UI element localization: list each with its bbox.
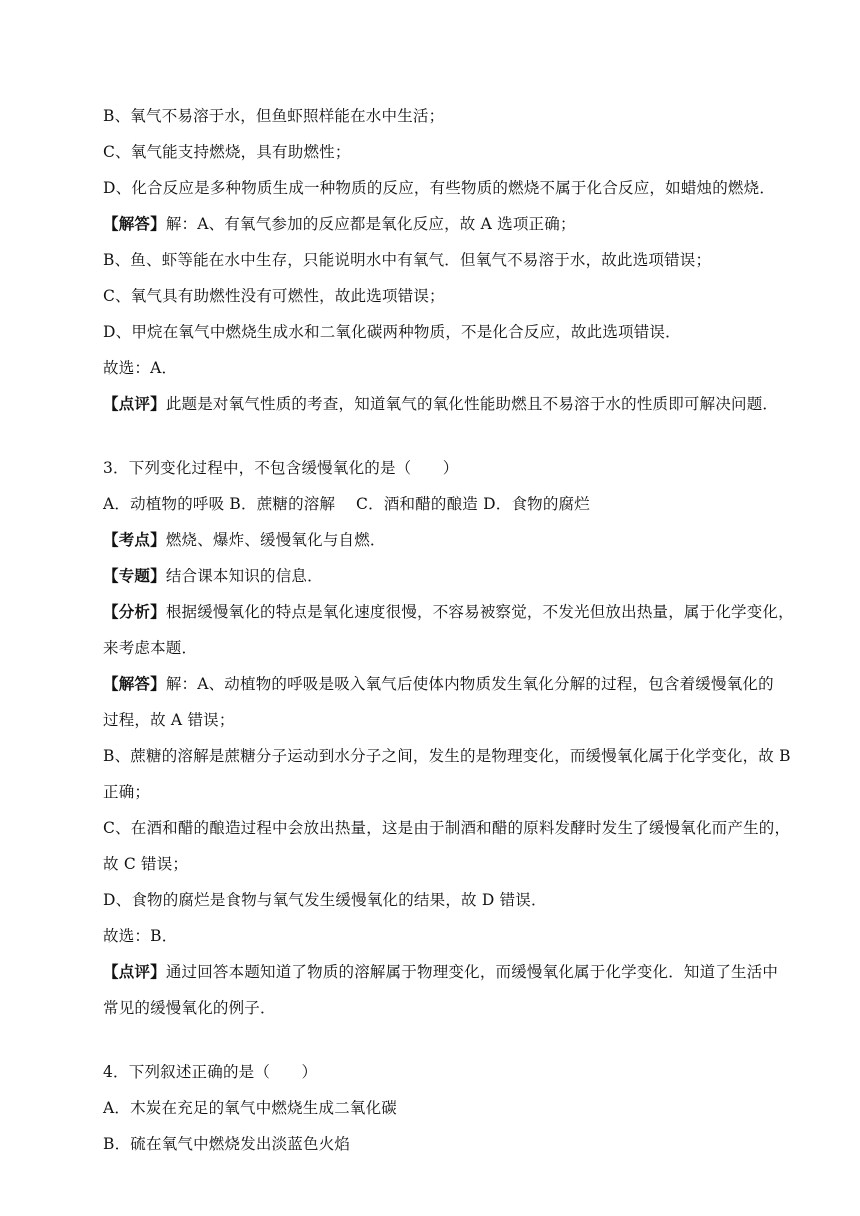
document-page xyxy=(103,106,794,1154)
topic-tag: 【专题】 xyxy=(103,566,166,585)
q3-solution-c-line-2: 故 C 错误； xyxy=(103,855,189,873)
q3-solution-d: D、食物的腐烂是食物与氧气发生缓慢氧化的结果，故 D 错误． xyxy=(103,891,547,909)
q2-solution-b: B、鱼、虾等能在水中生存，只能说明水中有氧气．但氧气不易溶于水，故此选项错误； xyxy=(103,251,712,269)
q4-option-b: B．硫在氧气中燃烧发出淡蓝色火焰 xyxy=(103,1135,351,1153)
comment-text: 通过回答本题知道了物质的溶解属于物理变化，而缓慢氧化属于化学变化．知道了生活中 xyxy=(165,963,779,981)
solution-text: 解：A、动植物的呼吸是吸入氧气后使体内物质发生氧化分解的过程，包含着缓慢氧化的 xyxy=(165,675,774,693)
q2-solution-d: D、甲烷在氧气中燃烧生成水和二氧化碳两种物质，不是化合反应，故此选项错误． xyxy=(103,323,681,341)
q3-topic xyxy=(103,566,768,586)
q2-option-b-analysis: B、氧气不易溶于水，但鱼虾照样能在水中生活； xyxy=(103,107,445,125)
q2-answer: 故选：A． xyxy=(103,359,178,377)
q3-solution-b-line-1: B、蔗糖的溶解是蔗糖分子运动到水分子之间，发生的是物理变化，而缓慢氧化属于化学变化，故 B xyxy=(103,747,791,765)
q3-solution-line-1 xyxy=(103,674,774,694)
q2-option-d-analysis: D、化合反应是多种物质生成一种物质的反应，有些物质的燃烧不属于化合反应，如蜡烛的燃烧． xyxy=(103,179,776,197)
q3-point xyxy=(103,530,768,550)
comment-tag: 【点评】 xyxy=(103,394,166,413)
solution-text: 解：A、有氧气参加的反应都是氧化反应，故 A 选项正确； xyxy=(165,215,576,233)
q4-question: 4．下列叙述正确的是（ ） xyxy=(103,1063,318,1081)
solution-tag: 【解答】 xyxy=(103,214,166,233)
analysis-tag: 【分析】 xyxy=(103,602,166,621)
topic-text: 结合课本知识的信息． xyxy=(165,567,323,585)
q2-comment xyxy=(103,394,779,414)
solution-tag: 【解答】 xyxy=(103,674,166,693)
q3-options: A．动植物的呼吸 B．蔗糖的溶解 C．酒和醋的酿造 D．食物的腐烂 xyxy=(103,495,590,513)
point-tag: 【考点】 xyxy=(103,530,166,549)
q3-analysis-line-1 xyxy=(103,602,794,622)
q3-question: 3．下列变化过程中，不包含缓慢氧化的是（ ） xyxy=(103,459,459,477)
point-text: 燃烧、爆炸、缓慢氧化与自燃． xyxy=(165,531,386,549)
q3-analysis-line-2: 来考虑本题． xyxy=(103,639,198,657)
q2-option-c-analysis: C、氧气能支持燃烧，具有助燃性； xyxy=(103,143,351,161)
q3-answer: 故选：B． xyxy=(103,927,178,945)
q3-comment-line-1 xyxy=(103,962,779,982)
q2-solution xyxy=(103,214,768,234)
q3-solution-c-line-1: C、在酒和醋的酿造过程中会放出热量，这是由于制酒和醋的原料发酵时发生了缓慢氧化而产生的， xyxy=(103,819,791,837)
q3-solution-b-line-2: 正确； xyxy=(103,783,151,801)
q3-comment-line-2: 常见的缓慢氧化的例子． xyxy=(103,999,276,1017)
q2-solution-c: C、氧气具有助燃性没有可燃性，故此选项错误； xyxy=(103,287,445,305)
comment-tag: 【点评】 xyxy=(103,962,166,981)
analysis-text: 根据缓慢氧化的特点是氧化速度很慢，不容易被察觉，不发光但放出热量，属于化学变化， xyxy=(165,603,794,621)
q3-solution-line-2: 过程，故 A 错误； xyxy=(103,711,235,729)
q4-option-a: A．木炭在充足的氧气中燃烧生成二氧化碳 xyxy=(103,1099,397,1117)
comment-text: 此题是对氧气性质的考查，知道氧气的氧化性能助燃且不易溶于水的性质即可解决问题． xyxy=(165,395,779,413)
